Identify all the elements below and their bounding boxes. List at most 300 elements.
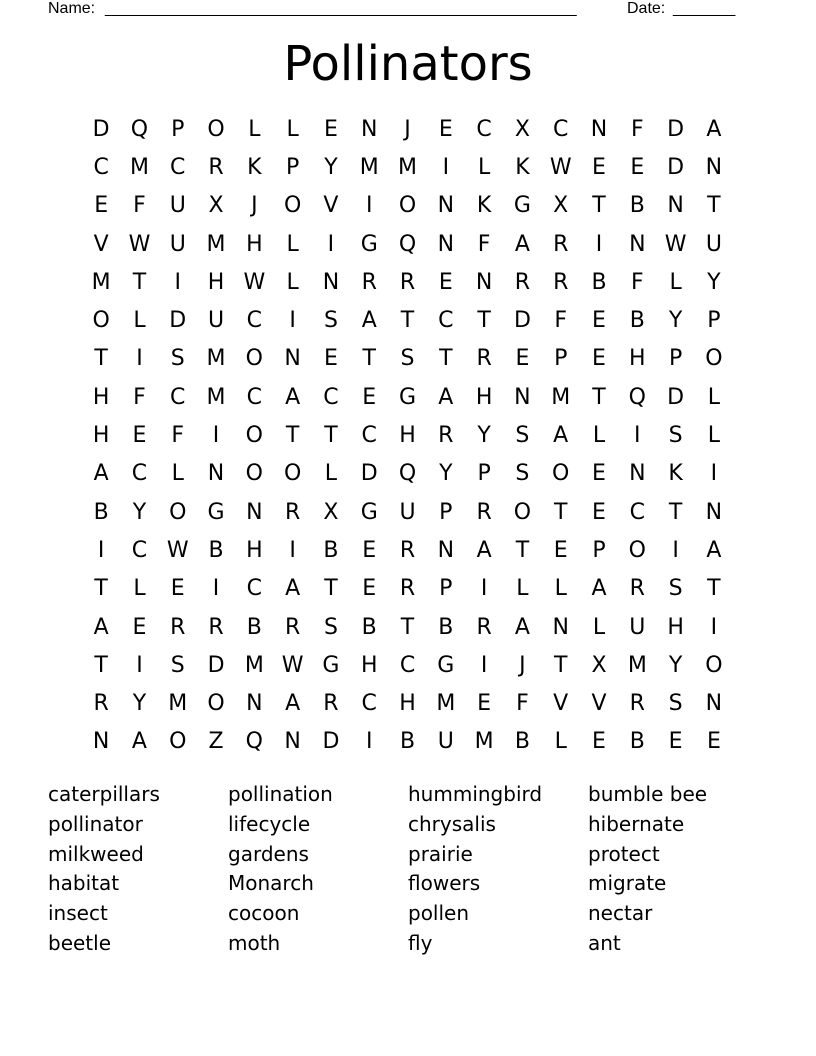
grid-letter: A <box>553 423 569 449</box>
grid-letter: S <box>170 346 185 372</box>
grid-letter: O <box>628 537 646 563</box>
grid-letter: P <box>668 346 683 372</box>
grid-letter: N <box>629 231 646 257</box>
grid-letter: E <box>592 461 606 487</box>
grid-letter: L <box>554 729 567 755</box>
grid-letter: A <box>285 691 301 717</box>
grid-letter: E <box>132 614 147 640</box>
grid-letter: F <box>477 231 491 257</box>
grid-letter: R <box>93 691 109 717</box>
page-title: Pollinators <box>283 36 533 92</box>
grid-letter: K <box>515 154 530 180</box>
grid-letter: T <box>324 423 338 449</box>
grid-letter: A <box>514 231 530 257</box>
grid-letter: T <box>132 269 147 295</box>
grid-letter: I <box>480 576 488 602</box>
grid-letter: X <box>514 116 530 142</box>
grid-letter: G <box>513 193 531 219</box>
grid-letter: O <box>169 729 187 755</box>
grid-letter: V <box>591 691 607 717</box>
grid-letter: I <box>365 193 373 219</box>
grid-letter: C <box>246 576 263 602</box>
grid-letter: E <box>438 116 453 142</box>
grid-letter: H <box>207 269 225 295</box>
grid-letter: M <box>129 154 149 180</box>
grid-letter: N <box>629 461 646 487</box>
grid-letter: C <box>438 308 454 334</box>
grid-letter: A <box>438 384 454 410</box>
grid-letter: S <box>515 423 530 449</box>
grid-letter: R <box>208 614 224 640</box>
grid-letter: I <box>289 308 296 334</box>
grid-letter: N <box>552 614 569 640</box>
grid-letter: Q <box>628 384 646 410</box>
grid-letter: O <box>207 691 225 717</box>
grid-letter: Y <box>707 269 721 295</box>
word-bank-item: moth <box>228 930 281 955</box>
grid-letter: W <box>243 269 266 295</box>
grid-letter: M <box>91 269 111 295</box>
grid-letter: Z <box>208 729 224 755</box>
grid-letter: K <box>247 154 262 180</box>
grid-letter: C <box>399 652 416 678</box>
grid-letter: U <box>705 231 722 257</box>
grid-letter: U <box>207 308 225 334</box>
grid-letter: E <box>592 308 606 334</box>
grid-letter: H <box>360 652 378 678</box>
grid-letter: D <box>360 461 378 487</box>
grid-letter: C <box>170 154 186 180</box>
grid-letter: H <box>475 384 493 410</box>
grid-letter: E <box>592 729 606 755</box>
grid-letter: X <box>208 193 224 219</box>
grid-letter: N <box>360 116 378 142</box>
grid-letter: R <box>476 346 492 372</box>
grid-letter: F <box>516 691 529 717</box>
word-bank-item: Monarch <box>228 871 314 896</box>
word-bank-item: hibernate <box>588 811 685 836</box>
grid-letter: A <box>591 576 607 602</box>
grid-letter: N <box>246 499 263 525</box>
grid-letter: I <box>634 423 641 449</box>
grid-letter: S <box>323 614 338 640</box>
grid-letter: F <box>133 384 146 410</box>
grid-letter: E <box>362 384 377 410</box>
grid-letter: L <box>171 461 184 487</box>
grid-letter: E <box>438 269 453 295</box>
grid-letter: U <box>169 231 186 257</box>
grid-letter: T <box>439 346 453 372</box>
grid-letter: B <box>629 308 645 334</box>
grid-letter: R <box>438 423 454 449</box>
grid-letter: C <box>170 384 186 410</box>
grid-letter: U <box>437 729 454 755</box>
grid-letter: D <box>322 729 340 755</box>
grid-letter: P <box>439 576 453 602</box>
grid-letter: Y <box>668 652 683 678</box>
grid-letter: O <box>245 423 263 449</box>
grid-letter: R <box>553 231 569 257</box>
grid-letter: S <box>668 423 683 449</box>
date-blank-line: _______ <box>673 0 736 17</box>
grid-letter: Y <box>668 308 683 334</box>
word-bank-item: beetle <box>48 930 112 955</box>
grid-letter: C <box>361 423 377 449</box>
grid-letter: E <box>477 691 492 717</box>
grid-letter: B <box>208 537 224 563</box>
grid-letter: J <box>251 193 258 219</box>
grid-letter: D <box>92 116 110 142</box>
grid-letter: R <box>399 269 416 295</box>
name-blank-line: _____________________________________________________ <box>105 0 577 17</box>
grid-letter: D <box>207 652 225 678</box>
grid-letter: Y <box>477 423 491 449</box>
grid-letter: S <box>515 461 530 487</box>
grid-letter: R <box>361 269 377 295</box>
grid-letter: T <box>477 308 491 334</box>
grid-letter: N <box>437 231 455 257</box>
grid-letter: L <box>669 269 682 295</box>
grid-letter: H <box>92 384 110 410</box>
word-bank-item: habitat <box>48 871 120 896</box>
grid-letter: O <box>245 461 263 487</box>
word-bank-item: protect <box>588 841 660 866</box>
grid-letter: O <box>169 499 187 525</box>
grid-letter: P <box>171 116 185 142</box>
grid-letter: O <box>398 193 417 219</box>
grid-letter: H <box>667 614 684 640</box>
grid-letter: E <box>630 154 645 180</box>
grid-letter: T <box>515 537 530 563</box>
grid-letter: S <box>323 308 338 334</box>
grid-letter: A <box>93 614 109 640</box>
grid-letter: F <box>630 116 644 142</box>
grid-letter: L <box>592 614 606 640</box>
grid-letter: Y <box>439 461 453 487</box>
word-bank <box>48 780 768 959</box>
grid-letter: H <box>246 537 263 563</box>
grid-letter: M <box>474 729 494 755</box>
grid-letter: M <box>206 346 226 372</box>
grid-letter: P <box>707 308 721 334</box>
word-search-grid <box>82 110 733 761</box>
grid-letter: M <box>551 384 571 410</box>
grid-letter: N <box>246 691 263 717</box>
grid-letter: O <box>552 461 570 487</box>
grid-letter: Y <box>132 691 147 717</box>
grid-letter: T <box>592 384 606 410</box>
grid-letter: C <box>361 691 377 717</box>
grid-letter: A <box>514 614 530 640</box>
grid-letter: T <box>668 499 683 525</box>
grid-letter: N <box>475 269 493 295</box>
grid-letter: L <box>707 423 721 449</box>
grid-letter: L <box>286 231 299 257</box>
grid-letter: P <box>285 154 300 180</box>
grid-letter: A <box>476 537 492 563</box>
word-bank-item: hummingbird <box>408 782 543 806</box>
grid-letter: T <box>324 576 338 602</box>
grid-letter: L <box>477 154 491 180</box>
worksheet-header <box>48 0 748 22</box>
grid-letter: G <box>207 499 225 525</box>
grid-letter: T <box>553 652 568 678</box>
grid-letter: T <box>400 614 415 640</box>
grid-letter: E <box>362 537 377 563</box>
grid-letter: P <box>554 346 568 372</box>
grid-letter: N <box>284 346 301 372</box>
grid-letter: G <box>360 499 378 525</box>
grid-letter: L <box>286 116 299 142</box>
grid-letter: B <box>629 729 645 755</box>
grid-letter: I <box>212 576 220 602</box>
grid-letter: V <box>323 193 339 219</box>
grid-letter: N <box>590 116 608 142</box>
grid-letter: R <box>476 499 492 525</box>
grid-letter: S <box>170 652 185 678</box>
grid-letter: C <box>476 116 492 142</box>
grid-letter: A <box>131 729 147 755</box>
grid-letter: T <box>553 499 568 525</box>
grid-letter: O <box>705 652 723 678</box>
grid-letter: B <box>629 193 645 219</box>
grid-letter: A <box>361 308 377 334</box>
grid-letter: B <box>591 269 607 295</box>
grid-letter: O <box>92 308 110 334</box>
grid-letter: Q <box>245 729 263 755</box>
grid-letter: I <box>672 537 679 563</box>
grid-letter: I <box>174 269 181 295</box>
grid-letter: N <box>322 269 340 295</box>
grid-letter: I <box>710 614 718 640</box>
grid-letter: D <box>667 384 685 410</box>
word-bank-item: pollination <box>228 782 333 806</box>
grid-letter: N <box>705 154 723 180</box>
grid-letter: F <box>133 193 146 219</box>
grid-letter: X <box>323 499 339 525</box>
grid-letter: M <box>206 384 226 410</box>
grid-letter: B <box>361 614 377 640</box>
grid-letter: H <box>246 231 263 257</box>
grid-letter: V <box>553 691 569 717</box>
grid-letter: C <box>246 384 263 410</box>
grid-letter: W <box>281 652 304 678</box>
grid-letter: L <box>707 384 721 410</box>
grid-letter: B <box>246 614 262 640</box>
grid-letter: C <box>323 384 339 410</box>
grid-letter: R <box>399 537 416 563</box>
grid-letter: Y <box>324 154 338 180</box>
grid-letter: A <box>706 537 722 563</box>
grid-letter: T <box>362 346 376 372</box>
grid-letter: U <box>629 614 646 640</box>
grid-letter: F <box>630 269 644 295</box>
grid-letter: E <box>592 499 606 525</box>
grid-letter: P <box>592 537 606 563</box>
grid-letter: I <box>212 423 220 449</box>
grid-letter: G <box>398 384 417 410</box>
grid-letter: I <box>136 652 143 678</box>
grid-letter: N <box>437 193 455 219</box>
grid-letter: E <box>132 423 147 449</box>
grid-letter: O <box>283 461 302 487</box>
grid-letter: D <box>513 308 531 334</box>
grid-letter: I <box>327 231 335 257</box>
word-bank-item: migrate <box>588 871 667 896</box>
word-bank-item: fly <box>408 930 433 955</box>
word-bank-item: chrysalis <box>408 811 496 836</box>
grid-letter: I <box>289 537 296 563</box>
grid-letter: D <box>667 116 685 142</box>
grid-letter: L <box>248 116 261 142</box>
grid-letter: D <box>667 154 685 180</box>
grid-letter: Q <box>398 231 417 257</box>
date-label: Date: <box>627 0 666 17</box>
grid-letter: A <box>93 461 109 487</box>
word-bank-item: insect <box>48 901 108 926</box>
word-bank-item: pollinator <box>48 811 143 836</box>
grid-letter: M <box>244 652 264 678</box>
grid-letter: S <box>668 691 683 717</box>
word-bank-item: pollen <box>408 901 470 926</box>
grid-letter: I <box>710 461 718 487</box>
grid-letter: R <box>629 576 645 602</box>
grid-letter: J <box>404 116 411 142</box>
grid-letter: C <box>246 308 263 334</box>
grid-letter: T <box>285 423 300 449</box>
grid-letter: R <box>514 269 531 295</box>
grid-letter: L <box>554 576 567 602</box>
grid-letter: R <box>170 614 186 640</box>
grid-letter: P <box>477 461 491 487</box>
grid-letter: C <box>131 461 148 487</box>
grid-letter: I <box>442 154 450 180</box>
grid-letter: W <box>549 154 572 180</box>
grid-letter: X <box>591 652 607 678</box>
grid-letter: T <box>592 193 606 219</box>
grid-letter: N <box>705 691 723 717</box>
grid-letter: O <box>705 346 723 372</box>
word-bank-item: cocoon <box>228 901 300 926</box>
grid-letter: E <box>323 116 338 142</box>
grid-letter: H <box>399 423 416 449</box>
grid-letter: R <box>629 691 645 717</box>
grid-letter: O <box>513 499 532 525</box>
grid-letter: T <box>94 576 108 602</box>
grid-letter: H <box>92 423 110 449</box>
grid-letter: E <box>592 154 606 180</box>
word-bank-item: bumble bee <box>588 782 708 806</box>
grid-letter: N <box>284 729 301 755</box>
grid-letter: C <box>553 116 569 142</box>
grid-letter: W <box>664 231 687 257</box>
grid-letter: T <box>94 346 108 372</box>
grid-letter: E <box>323 346 338 372</box>
grid-letter: Q <box>398 461 417 487</box>
grid-letter: U <box>169 193 186 219</box>
grid-letter: G <box>360 231 378 257</box>
grid-letter: N <box>92 729 110 755</box>
grid-letter: A <box>706 116 722 142</box>
grid-letter: N <box>667 193 684 219</box>
grid-letter: M <box>398 154 418 180</box>
grid-letter: E <box>592 346 606 372</box>
grid-letter: K <box>668 461 683 487</box>
grid-letter: B <box>323 537 339 563</box>
grid-letter: T <box>400 308 415 334</box>
grid-letter: L <box>516 576 529 602</box>
grid-letter: N <box>705 499 723 525</box>
grid-letter: C <box>629 499 645 525</box>
grid-letter: O <box>245 346 263 372</box>
grid-letter: R <box>553 269 569 295</box>
grid-letter: E <box>668 729 683 755</box>
grid-letter: T <box>94 652 108 678</box>
grid-letter: G <box>322 652 340 678</box>
grid-letter: V <box>93 231 109 257</box>
grid-letter: O <box>283 193 302 219</box>
grid-letter: L <box>286 269 299 295</box>
grid-letter: M <box>359 154 379 180</box>
grid-letter: W <box>128 231 151 257</box>
grid-letter: H <box>399 691 416 717</box>
grid-letter: B <box>438 614 454 640</box>
grid-letter: F <box>554 308 568 334</box>
grid-letter: M <box>627 652 647 678</box>
grid-letter: R <box>323 691 339 717</box>
grid-letter: J <box>519 652 526 678</box>
grid-letter: I <box>365 729 373 755</box>
grid-letter: C <box>93 154 109 180</box>
grid-letter: D <box>169 308 187 334</box>
grid-letter: R <box>399 576 416 602</box>
grid-letter: N <box>437 537 455 563</box>
grid-letter: M <box>206 231 226 257</box>
grid-letter: R <box>476 614 492 640</box>
grid-letter: U <box>399 499 416 525</box>
grid-letter: N <box>207 461 225 487</box>
word-bank-item: caterpillars <box>48 782 160 806</box>
grid-letter: B <box>399 729 416 755</box>
grid-letter: Q <box>130 116 149 142</box>
word-bank-item: prairie <box>408 841 473 866</box>
grid-letter: L <box>133 308 146 334</box>
grid-letter: R <box>284 499 301 525</box>
grid-letter: M <box>168 691 188 717</box>
grid-letter: X <box>553 193 569 219</box>
grid-letter: O <box>207 116 225 142</box>
word-bank-item: nectar <box>588 901 653 926</box>
grid-letter: I <box>97 537 105 563</box>
grid-letter: S <box>400 346 415 372</box>
grid-letter: P <box>439 499 453 525</box>
grid-letter: I <box>480 652 488 678</box>
grid-letter: A <box>285 576 301 602</box>
grid-letter: L <box>592 423 606 449</box>
grid-letter: I <box>136 346 143 372</box>
grid-letter: E <box>362 576 377 602</box>
grid-letter: S <box>668 576 683 602</box>
grid-letter: E <box>515 346 530 372</box>
grid-letter: B <box>514 729 530 755</box>
grid-letter: A <box>285 384 301 410</box>
grid-letter: E <box>170 576 185 602</box>
word-bank-item: flowers <box>408 871 481 896</box>
grid-letter: Y <box>132 499 147 525</box>
grid-letter: F <box>171 423 185 449</box>
word-bank-item: lifecycle <box>228 811 311 836</box>
grid-letter: C <box>131 537 148 563</box>
